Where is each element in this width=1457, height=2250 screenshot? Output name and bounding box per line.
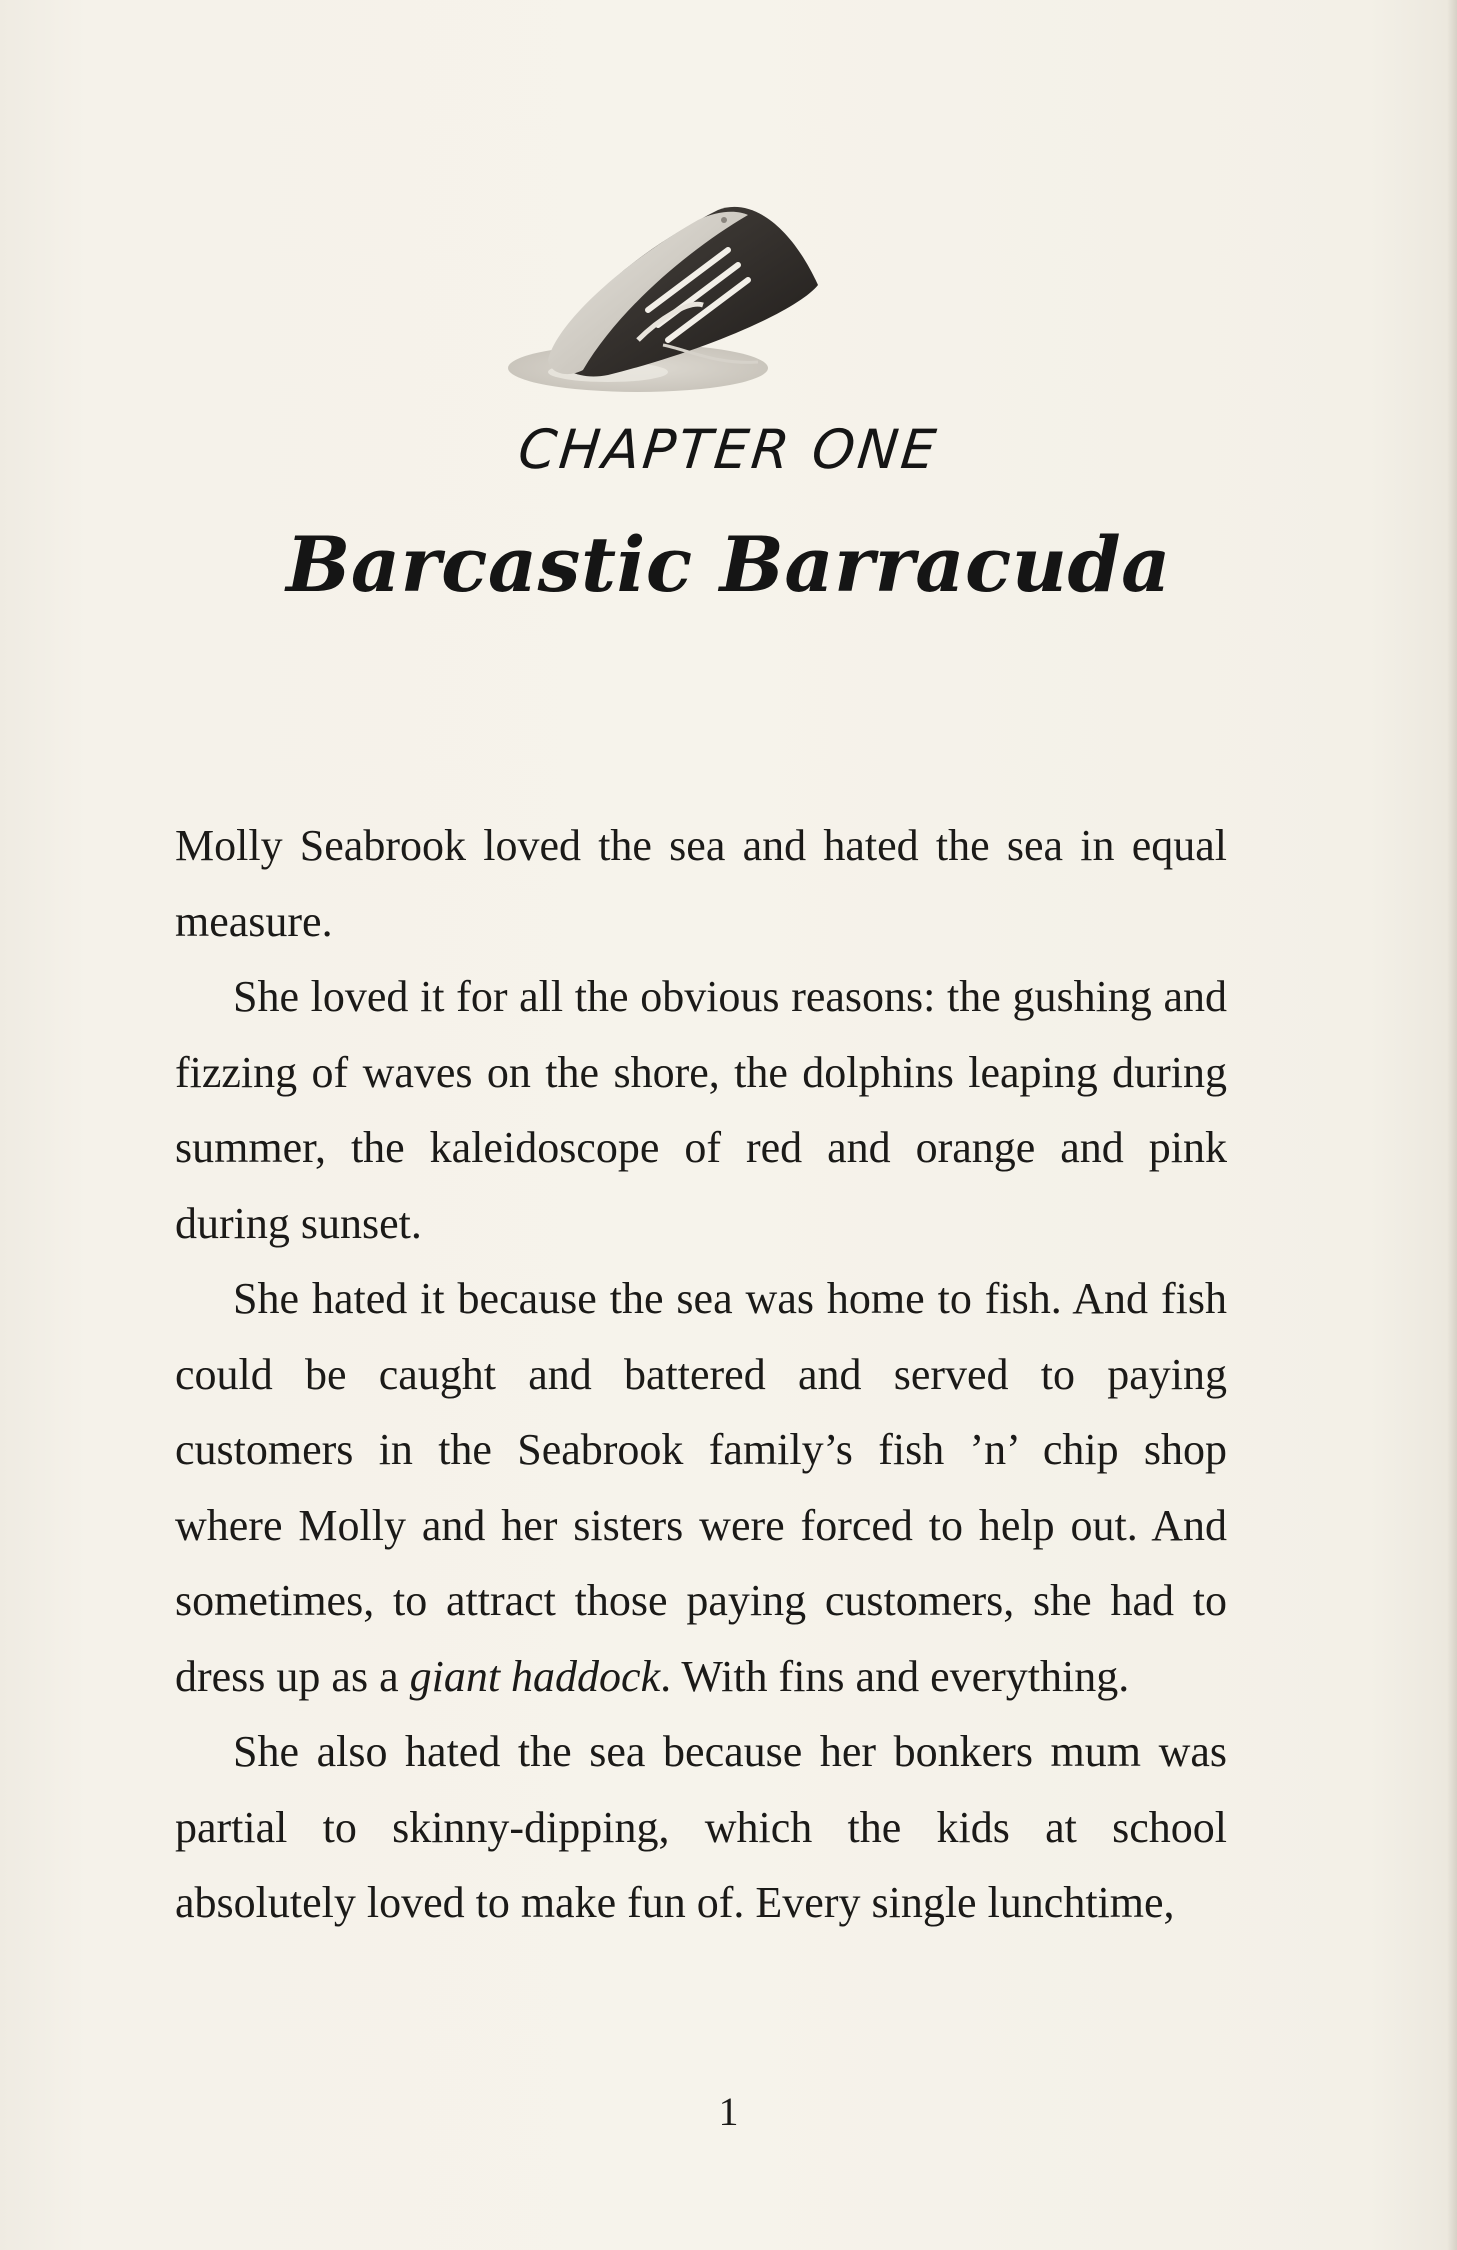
paragraph (175, 808, 1227, 959)
paragraph-text: She also hated the sea because her bonkers mum was partial to skinny-dipping, which the kids at school absolutely loved to make fun of. Every single lunchtime, (175, 1727, 1227, 1927)
chapter-body-text (175, 808, 1227, 1941)
paragraph-text: . With fins and everything. (660, 1651, 1130, 1701)
paragraph-text: She loved it for all the obvious reasons: the gushing and fizzing of waves on the shore, the dolphins leaping during summer, the kaleidoscope of red and orange and pink during sunset. (175, 972, 1227, 1248)
chapter-title: Barcastic Barracuda (286, 520, 1171, 609)
paragraph (175, 1261, 1227, 1714)
paragraph-text: Molly Seabrook loved the sea and hated the sea in equal measure. (175, 821, 1227, 946)
chapter-label: CHAPTER ONE (515, 418, 942, 481)
paragraph (175, 1714, 1227, 1941)
paragraph-text: She hated it because the sea was home to fish. And fish could be caught and battered and served to paying customers in the Seabrook family’s fish ’n’ chip shop where Molly and her sisters were forced to help out. And sometimes, to attract those paying customers, she had to dress up as a (175, 1274, 1227, 1701)
italic-text: giant haddock (409, 1651, 661, 1701)
page-number: 1 (718, 2089, 739, 2134)
sneaker-illustration-icon (488, 190, 848, 410)
paragraph (175, 959, 1227, 1261)
page-edge-shadow (1447, 0, 1457, 2250)
